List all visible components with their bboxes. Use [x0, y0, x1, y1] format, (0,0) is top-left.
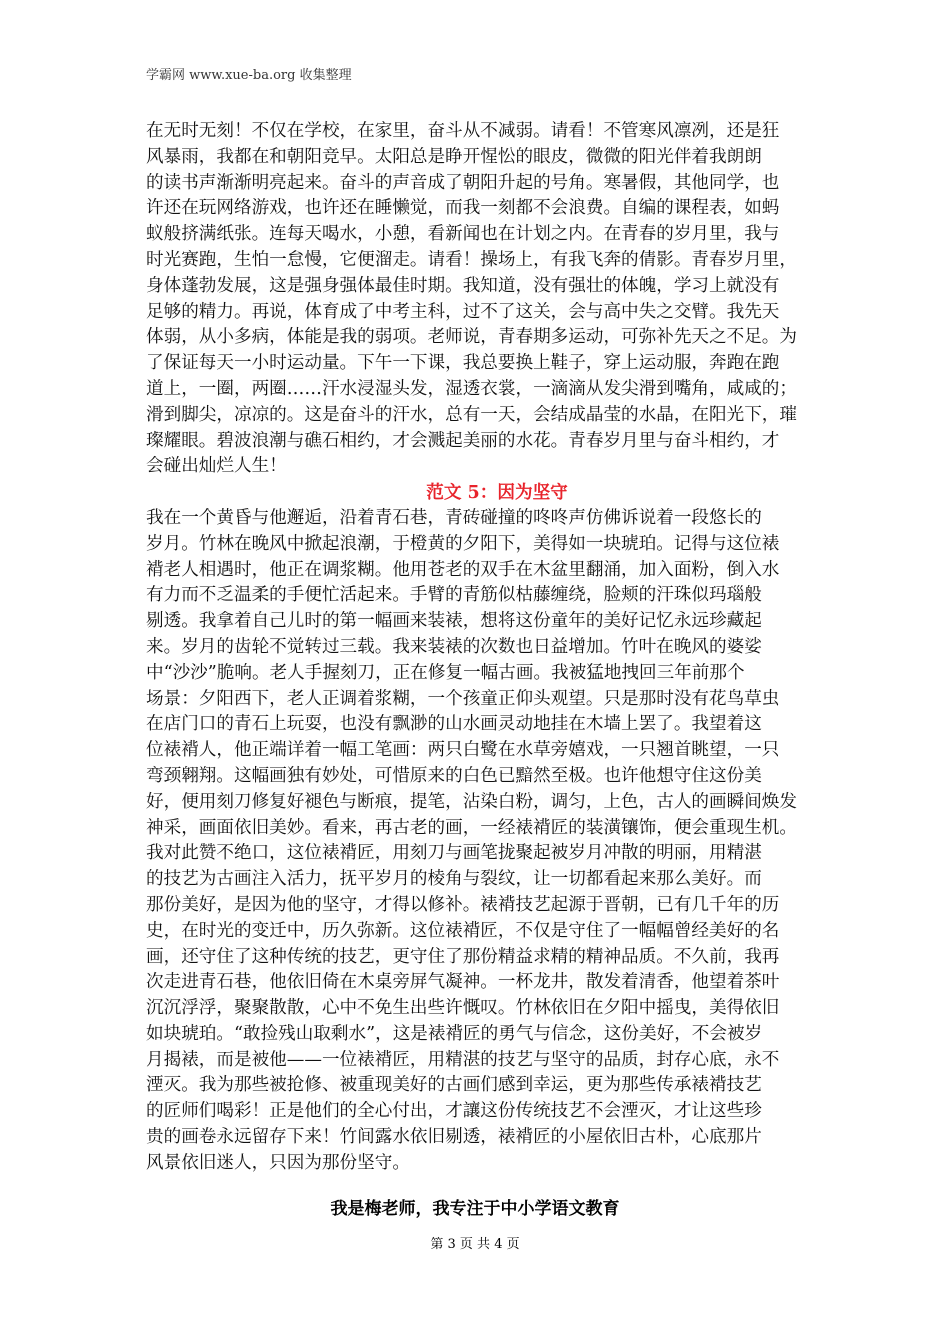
text-line: 月揭裱，而是被他——一位裱褙匠，用精湛的技艺与坚守的品质，封存心底，永不 — [146, 1049, 780, 1070]
page-indicator: 第 3 页 共 4 页 — [430, 1237, 520, 1252]
text-line: 神采，画面依旧美妙。看来，再古老的画，一经裱褙匠的装潢镶饰，便会重现生机。 — [146, 817, 797, 838]
text-line: 会碰出灿烂人生！ — [146, 456, 287, 477]
text-line: 在无时无刻！不仅在学校，在家里，奋斗从不减弱。请看！不管寒风凛冽，还是狂 — [146, 121, 780, 141]
text-line: 弯颈翱翔。这幅画独有妙处，可惜原来的白色已黯然至极。也许他想守住这份美 — [146, 765, 762, 786]
text-line: 的读书声渐渐明亮起来。奋斗的声音成了朝阳升起的号角。寒暑假，其他同学，也 — [146, 172, 780, 193]
text-line: 身体蓬勃发展，这是强身强体最佳时期。我知道，没有强壮的体魄，学习上就没有 — [146, 275, 780, 296]
text-line: 场景：夕阳西下，老人正调着浆糊，一个孩童正仰头观望。只是那时没有花鸟草虫 — [146, 688, 780, 709]
text-line: 次走进青石巷，他依旧倚在木桌旁屏气凝神。一杯龙井，散发着清香，他望着茶叶 — [146, 972, 780, 993]
paragraph-2 — [146, 506, 808, 1177]
text-line: 好，便用刻刀修复好褪色与断痕，提笔，沾染白粉，调匀，上色，古人的画瞬间焕发 — [146, 791, 797, 812]
text-line: 的技艺为古画注入活力，抚平岁月的棱角与裂纹，让一切都看起来那么美好。而 — [146, 869, 762, 890]
text-line: 了保证每天一小时运动量。下午一下课，我总要换上鞋子，穿上运动服，奔跑在跑 — [146, 353, 780, 374]
text-line: 位裱褙人，他正端详着一幅工笔画：两只白鹭在水草旁嬉戏，一只翘首眺望，一只 — [146, 740, 780, 761]
text-line: 来。岁月的齿轮不觉转过三载。我来装裱的次数也日益增加。竹叶在晚风的婆娑 — [146, 636, 762, 657]
text-line: 我对此赞不绝口，这位裱褙匠，用刻刀与画笔拢聚起被岁月冲散的明丽，用精湛 — [146, 843, 762, 864]
text-line: 史，在时光的变迁中，历久弥新。这位裱褙匠，不仅是守住了一幅幅曾经美好的名 — [146, 920, 780, 941]
text-line: 道上，一圈，两圈……汗水浸湿头发，湿透衣裳，一滴滴从发尖滑到嘴角，咸咸的； — [146, 378, 797, 399]
text-line: 画，还守住了这种传统的技艺，更守住了那份精益求精的精神品质。不久前，我再 — [146, 946, 780, 967]
text-line: 褙老人相遇时，他正在调浆糊。他用苍老的双手在木盆里翻涌，加入面粉，倒入水 — [146, 559, 780, 580]
text-line: 剔透。我拿着自己儿时的第一幅画来装裱，想将这份童年的美好记忆永远珍藏起 — [146, 611, 762, 632]
text-line: 滑到脚尖，凉凉的。这是奋斗的汗水，总有一天，会结成晶莹的水晶，在阳光下，璀 — [146, 404, 797, 425]
text-line: 体弱，从小多病，体能是我的弱项。老师说，青春期多运动，可弥补先天之不足。为 — [146, 327, 797, 348]
text-line: 有力而不乏温柔的手便忙活起来。手臂的青筋似枯藤缠绕，脸颊的汗珠似玛瑙般 — [146, 585, 762, 606]
text-line: 的匠师们喝彩！正是他们的全心付出，才讓这份传统技艺不会湮灭，才让这些珍 — [146, 1101, 762, 1122]
text-line: 足够的精力。再说，体育成了中考主科，过不了这关，会与高中失之交臂。我先天 — [146, 301, 780, 322]
paragraph-1 — [146, 119, 808, 480]
text-line: 在店门口的青石上玩耍，也没有飘渺的山水画灵动地挂在木墙上罢了。我望着这 — [146, 714, 762, 735]
text-line: 那份美好，是因为他的坚守，才得以修补。裱褙技艺起源于晋朝，已有几千年的历 — [146, 894, 780, 915]
document-body — [146, 119, 808, 1177]
section-title: 范文 5：因为坚守 — [426, 482, 568, 504]
text-line: 风景依旧迷人，只因为那份坚守。 — [146, 1152, 410, 1173]
text-line: 时光赛跑，生怕一怠慢，它便溜走。请看！操场上，有我飞奔的倩影。青春岁月里， — [146, 249, 797, 270]
text-line: 湮灭。我为那些被抢修、被重现美好的古画们感到幸运，更为那些传承裱褙技艺 — [146, 1075, 762, 1096]
text-line: 贵的画卷永远留存下来！竹间露水依旧剔透，裱褙匠的小屋依旧古朴，心底那片 — [146, 1127, 762, 1148]
text-line: 如块琥珀。“敢捡残山取剩水”，这是裱褙匠的勇气与信念，这份美好，不会被岁 — [146, 1023, 763, 1044]
text-line: 我在一个黄昏与他邂逅，沿着青石巷，青砖碰撞的咚咚声仿佛诉说着一段悠长的 — [146, 507, 762, 528]
text-line: 蚁般挤满纸张。连每天喝水，小憩，看新闻也在计划之内。在青春的岁月里，我与 — [146, 224, 780, 245]
text-line: 岁月。竹林在晚风中掀起浪潮，于橙黄的夕阳下，美得如一块琥珀。记得与这位裱 — [146, 533, 780, 554]
text-line: 璨耀眼。碧波浪潮与礁石相约，才会溅起美丽的水花。青春岁月里与奋斗相约，才 — [146, 430, 780, 451]
text-line: 沉沉浮浮，聚聚散散，心中不免生出些许慨叹。竹林依旧在夕阳中摇曳，美得依旧 — [146, 998, 780, 1019]
text-line: 中“沙沙”脆响。老人手握刻刀，正在修复一幅古画。我被猛地拽回三年前那个 — [146, 662, 745, 683]
text-line: 风暴雨，我都在和朝阳竞早。太阳总是睁开惺忪的眼皮，微微的阳光伴着我朗朗 — [146, 146, 762, 167]
text-line: 许还在玩网络游戏，也许还在睡懒觉，而我一刻都不会浪费。自编的课程表，如蚂 — [146, 198, 780, 219]
page-header: 学霸网 www.xue-ba.org 收集整理 — [146, 68, 352, 83]
author-promo: 我是梅老师，我专注于中小学语文教育 — [330, 1199, 620, 1219]
